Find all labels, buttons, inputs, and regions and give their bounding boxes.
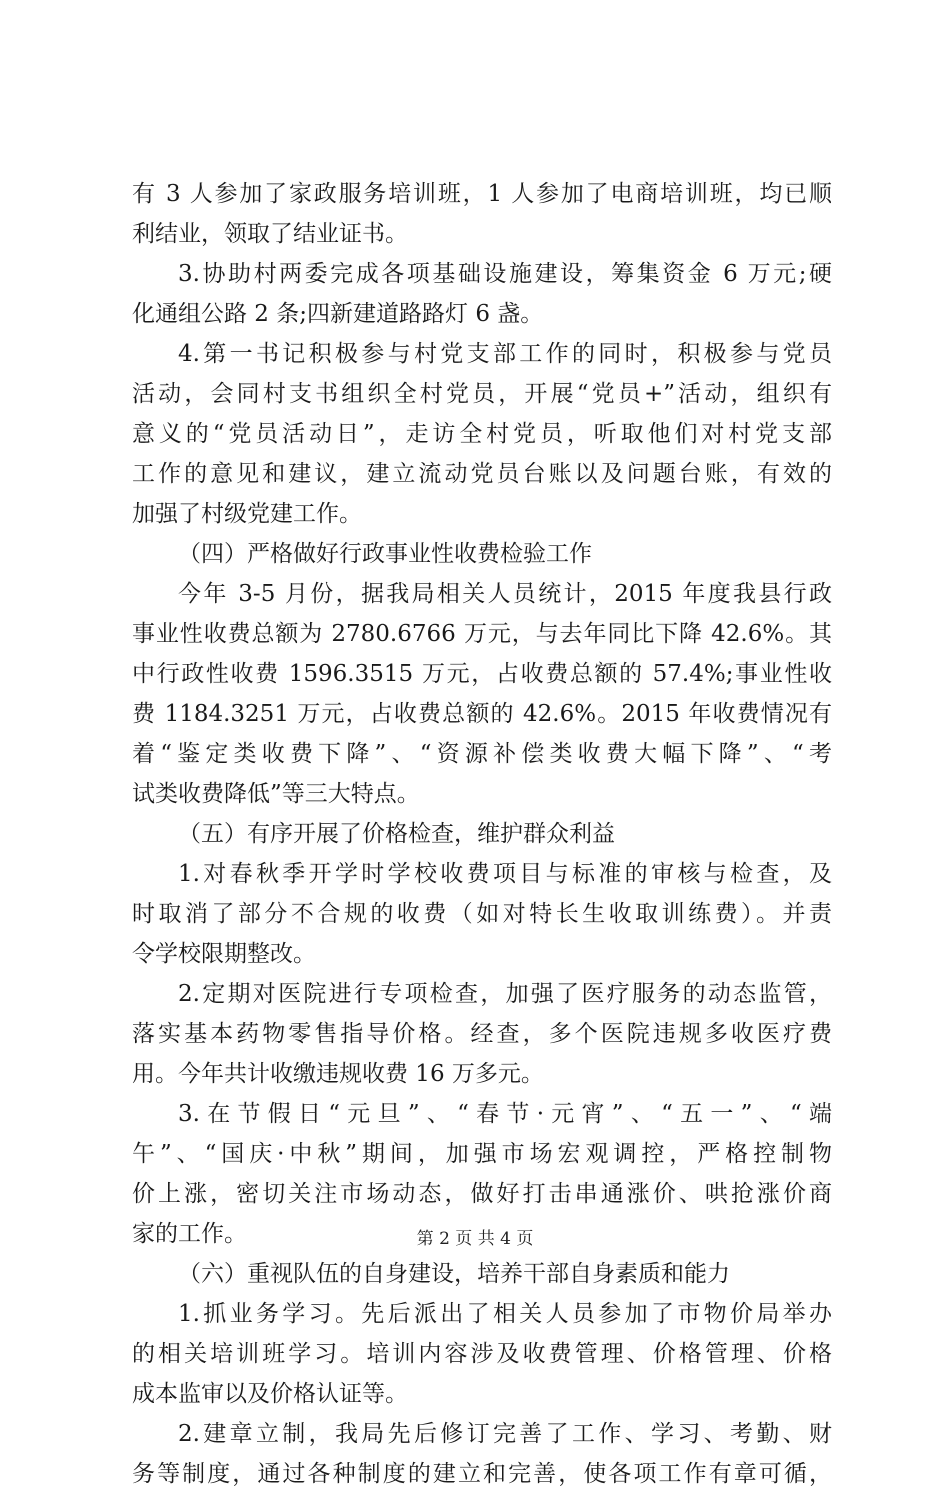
text-line: 家的工作。 <box>132 1221 247 1247</box>
text-line: 务等制度，通过各种制度的建立和完善，使各项工作有章可循， <box>132 1461 832 1487</box>
text-line: 价上涨，密切关注市场动态，做好打击串通涨价、哄抢涨价商 <box>132 1181 832 1207</box>
text-line: 工作的意见和建议，建立流动党员台账以及问题台账，有效的 <box>132 461 832 487</box>
text-line: 有 3 人参加了家政服务培训班，1 人参加了电商培训班，均已顺 <box>132 181 832 207</box>
text-line: 1.对春秋季开学时学校收费项目与标准的审核与检查，及 <box>178 861 832 887</box>
text-line: 意义的“党员活动日”，走访全村党员，听取他们对村党支部 <box>132 421 832 447</box>
section-heading: （五）有序开展了价格检查，维护群众利益 <box>178 821 615 847</box>
text-line: 中行政性收费 1596.3515 万元，占收费总额的 57.4%;事业性收 <box>132 661 832 687</box>
text-line: 费 1184.3251 万元，占收费总额的 42.6%。2015 年收费情况有 <box>132 701 832 727</box>
text-line: 成本监审以及价格认证等。 <box>132 1381 408 1407</box>
text-line: 的相关培训班学习。培训内容涉及收费管理、价格管理、价格 <box>132 1341 832 1367</box>
text-line: 活动，会同村支书组织全村党员，开展“党员+”活动，组织有 <box>132 381 832 407</box>
text-line: 2.定期对医院进行专项检查，加强了医疗服务的动态监管， <box>178 981 832 1007</box>
text-line: 4.第一书记积极参与村党支部工作的同时，积极参与党员 <box>178 341 832 367</box>
text-line: 令学校限期整改。 <box>132 941 316 967</box>
text-line: 2.建章立制，我局先后修订完善了工作、学习、考勤、财 <box>178 1421 832 1447</box>
text-line: 今年 3-5 月份，据我局相关人员统计，2015 年度我县行政 <box>178 581 832 607</box>
section-heading: （六）重视队伍的自身建设，培养干部自身素质和能力 <box>178 1261 730 1287</box>
text-line: 3.协助村两委完成各项基础设施建设，筹集资金 6 万元;硬 <box>178 261 832 287</box>
page-footer: 第 2 页 共 4 页 <box>416 1229 534 1249</box>
text-line: 午”、“国庆·中秋”期间，加强市场宏观调控，严格控制物 <box>132 1141 832 1167</box>
text-line: 加强了村级党建工作。 <box>132 501 362 527</box>
text-line: 着“鉴定类收费下降”、“资源补偿类收费大幅下降”、“考 <box>132 741 832 767</box>
text-line: 3.在节假日“元旦”、“春节·元宵”、“五一”、“端 <box>178 1101 832 1127</box>
section-heading: （四）严格做好行政事业性收费检验工作 <box>178 541 592 567</box>
text-line: 时取消了部分不合规的收费（如对特长生收取训练费）。并责 <box>132 901 832 927</box>
document-body <box>132 174 832 1494</box>
text-line: 化通组公路 2 条;四新建道路路灯 6 盏。 <box>132 301 544 327</box>
text-line: 1.抓业务学习。先后派出了相关人员参加了市物价局举办 <box>178 1301 832 1327</box>
text-line: 试类收费降低”等三大特点。 <box>132 781 420 807</box>
text-line: 事业性收费总额为 2780.6766 万元，与去年同比下降 42.6%。其 <box>132 621 832 647</box>
text-line: 利结业，领取了结业证书。 <box>132 221 408 247</box>
text-line: 用。今年共计收缴违规收费 16 万多元。 <box>132 1061 544 1087</box>
text-line: 落实基本药物零售指导价格。经查，多个医院违规多收医疗费 <box>132 1021 832 1047</box>
